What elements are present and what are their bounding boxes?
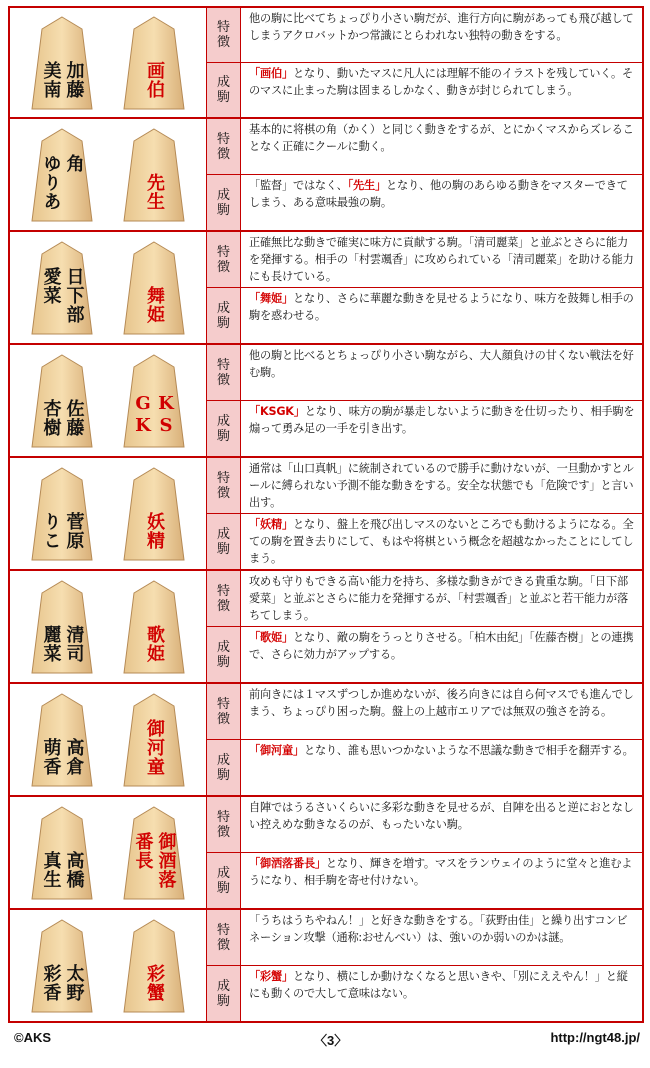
piece-images xyxy=(10,684,207,795)
promoted-piece xyxy=(122,466,186,562)
piece-text: 角 xyxy=(63,153,85,173)
piece-text: 彩蟹 xyxy=(144,963,165,1002)
promotion-name: 「画伯」 xyxy=(249,67,293,80)
promoted-piece xyxy=(122,579,186,675)
member-piece xyxy=(30,15,94,111)
promotion-text xyxy=(241,175,642,230)
piece-entry xyxy=(8,345,644,458)
feature-label-text: 特徴 xyxy=(216,20,230,50)
feature-label-text: 特徴 xyxy=(216,922,230,953)
feature-label xyxy=(207,797,241,852)
promotion-name: 「舞姫」 xyxy=(249,292,293,305)
promotion-label xyxy=(207,175,241,230)
piece-images xyxy=(10,910,207,1021)
member-piece xyxy=(30,579,94,675)
piece-entry xyxy=(8,571,644,684)
feature-text: 「うちはうちやねん！」と好きな動きをする。「荻野由佳」と繰り出すコンビネーション攻撃（通称:おせんべい）は、強いのか弱いのかは謎。 xyxy=(249,914,628,944)
promotion-label-text: 成駒 xyxy=(216,865,230,896)
promotion-label xyxy=(207,627,241,682)
feature-label-text: 特徴 xyxy=(216,809,230,840)
promotion-label xyxy=(207,740,241,795)
promotion-desc: となり、動いたマスに凡人には理解不能のイラストを残していく。そのマスに止まった駒は固まるしかなく、動きが封じられてしまう。 xyxy=(249,67,634,97)
promotion-label-text: 成駒 xyxy=(216,75,230,105)
promotion-text xyxy=(241,514,642,569)
piece-text: 御酒落 xyxy=(155,831,177,889)
piece-entry xyxy=(8,6,644,119)
piece-text: 妖精 xyxy=(144,511,165,550)
feature-label xyxy=(207,345,241,400)
piece-table xyxy=(8,6,644,1023)
promotion-label xyxy=(207,853,241,908)
promoted-piece xyxy=(122,127,186,223)
feature-text: 基本的に将棋の角（かく）と同じく動きをするが、とにかくマスからズレることなく正確にクールに動く。 xyxy=(249,123,634,153)
piece-entry xyxy=(8,797,644,910)
piece-text: 佐藤 xyxy=(63,398,85,437)
promotion-name: 「彩蟹」 xyxy=(249,970,293,983)
promotion-label-text: 成駒 xyxy=(216,413,230,444)
piece-text: 画伯 xyxy=(144,60,165,99)
feature-text: 通常は「山口真帆」に統制されているので勝手に動けないが、一旦動かすとルールに縛られない予測不能な動きをする。安全な状態でも「危険です」と言い出す。 xyxy=(249,462,634,509)
promotion-name: 「先生」 xyxy=(347,179,387,192)
promoted-piece xyxy=(122,353,186,449)
feature-label-text: 特徴 xyxy=(216,583,230,614)
promotion-label-text: 成駒 xyxy=(216,978,230,1009)
piece-entry xyxy=(8,119,644,232)
promotion-text xyxy=(241,288,642,343)
promotion-text xyxy=(241,853,642,908)
promotion-row xyxy=(207,62,642,117)
piece-entry xyxy=(8,232,644,345)
piece-text: 麗菜 xyxy=(40,624,62,663)
feature-text: 攻めも守りもできる高い能力を持ち、多様な動きができる貴重な駒。「日下部愛菜」と並ぶとさらに能力を発揮するが、「村雲颯香」と並ぶと若干能力が落ちてしまう。 xyxy=(249,575,628,622)
piece-text: 杏樹 xyxy=(40,398,62,437)
feature-text: 自陣ではうるさいくらいに多彩な動きを見せるが、自陣を出ると逆におとなしい控えめな動きなるのが、もったいない駒。 xyxy=(249,801,634,831)
feature-label-text: 特徴 xyxy=(216,244,230,275)
promotion-row xyxy=(207,965,642,1021)
piece-text: 菅原 xyxy=(63,511,85,550)
promotion-label xyxy=(207,288,241,343)
promotion-label xyxy=(207,514,241,569)
piece-text: 清司 xyxy=(63,624,85,663)
piece-images xyxy=(10,571,207,682)
feature-row xyxy=(207,571,642,626)
promoted-piece xyxy=(122,240,186,336)
promotion-desc: となり、横にしか動けなくなると思いきや、「別にええやん！」と縦にも動くので大して意味はない。 xyxy=(249,970,628,1000)
promotion-name: 「御河童」 xyxy=(249,744,304,757)
promotion-row xyxy=(207,739,642,795)
promotion-row xyxy=(207,287,642,343)
feature-row xyxy=(207,797,642,852)
piece-text: 高橋 xyxy=(63,850,85,889)
feature-label-text: 特徴 xyxy=(216,696,230,727)
feature-label xyxy=(207,232,241,287)
feature-label xyxy=(207,8,241,62)
promotion-row xyxy=(207,513,642,569)
promotion-desc: となり、味方の駒が暴走しないように動きを仕切ったり、相手駒を煽って勇み足の一手を引き出す。 xyxy=(249,405,635,435)
feature-row xyxy=(207,8,642,62)
member-piece xyxy=(30,805,94,901)
feature-row xyxy=(207,345,642,400)
piece-images xyxy=(10,8,207,117)
feature-label xyxy=(207,119,241,174)
promotion-name: 「妖精」 xyxy=(249,518,293,531)
piece-text: 加藤 xyxy=(63,60,85,99)
member-piece xyxy=(30,127,94,223)
piece-images xyxy=(10,797,207,908)
feature-row xyxy=(207,232,642,287)
promotion-label xyxy=(207,63,241,117)
piece-text: 太野 xyxy=(63,963,85,1002)
piece-images xyxy=(10,232,207,343)
feature-label-text: 特徴 xyxy=(216,131,230,162)
piece-text: ゆりあ xyxy=(40,153,62,211)
piece-entry xyxy=(8,910,644,1023)
promotion-text xyxy=(241,627,642,682)
promotion-name: 「KSGK」 xyxy=(249,405,305,418)
piece-images xyxy=(10,119,207,230)
piece-entry xyxy=(8,684,644,797)
promoted-piece xyxy=(122,918,186,1014)
promotion-text xyxy=(241,401,642,456)
feature-text: 正確無比な動きで確実に味方に貢献する駒。「清司麗菜」と並ぶとさらに能力を発揮する。相手の「村雲颯香」に攻められている「清司麗菜」を助ける能力にも長けている。 xyxy=(249,236,634,283)
feature-text: 他の駒に比べてちょっぴり小さい駒だが、進行方向に駒があっても飛び越してしまうアクロバットかつ常識にとらわれない独特の動きをする。 xyxy=(249,12,634,42)
piece-text: 彩香 xyxy=(40,963,62,1002)
feature-row xyxy=(207,910,642,965)
promotion-desc: となり、敵の駒をうっとりさせる。「柏木由紀」「佐藤杏樹」との連携で、さらに効力がアップする。 xyxy=(249,631,634,661)
member-piece xyxy=(30,918,94,1014)
piece-text: 愛菜 xyxy=(40,266,62,305)
footer xyxy=(14,1030,640,1052)
promotion-row xyxy=(207,852,642,908)
promotion-row xyxy=(207,626,642,682)
piece-entry xyxy=(8,458,644,571)
promotion-name: 「歌姫」 xyxy=(249,631,293,644)
promotion-desc: となり、他の駒のあらゆる動きをマスターできてしまう、ある意味最強の駒。 xyxy=(249,179,628,209)
feature-label-text: 特徴 xyxy=(216,470,230,501)
member-piece xyxy=(30,353,94,449)
promotion-text xyxy=(241,740,642,795)
piece-text: 真生 xyxy=(40,850,62,889)
promotion-label-text: 成駒 xyxy=(216,526,230,557)
promotion-name: 「御洒落番長」 xyxy=(249,857,326,870)
feature-row xyxy=(207,458,642,513)
piece-text: 番長 xyxy=(132,831,154,870)
promotion-row xyxy=(207,400,642,456)
feature-row xyxy=(207,684,642,739)
copyright: ©AKS xyxy=(14,1030,52,1045)
promoted-piece xyxy=(122,805,186,901)
promotion-desc: となり、さらに華麗な動きを見せるようになり、味方を鼓舞し相手の駒を惑わせる。 xyxy=(249,292,634,322)
promotion-label-text: 成駒 xyxy=(216,300,230,331)
promotion-prefix: 「監督」ではなく、 xyxy=(249,179,348,192)
feature-label xyxy=(207,910,241,965)
feature-label xyxy=(207,684,241,739)
feature-text: 他の駒と比べるとちょっぴり小さい駒ながら、大人顔負けの甘くない戦法を好む駒。 xyxy=(249,349,634,379)
promotion-text xyxy=(241,63,642,117)
piece-text: 萌香 xyxy=(40,737,62,776)
piece-text: 高倉 xyxy=(63,737,85,776)
promoted-piece xyxy=(122,692,186,788)
piece-text: 日下部 xyxy=(63,266,85,324)
promotion-row xyxy=(207,174,642,230)
promotion-text xyxy=(241,966,642,1021)
piece-text: KS xyxy=(155,392,177,437)
promotion-label-text: 成駒 xyxy=(216,639,230,670)
feature-text: 前向きには１マスずつしか進めないが、後ろ向きには自ら何マスでも進んでしまう、ちょっぴり困った駒。盤上の上越市エリアでは無双の強さを誇る。 xyxy=(249,688,634,718)
promotion-desc: となり、輝きを増す。マスをランウェイのように堂々と進むようになり、相手駒を寄せ付けない。 xyxy=(249,857,633,887)
promotion-label xyxy=(207,401,241,456)
feature-label-text: 特徴 xyxy=(216,357,230,388)
feature-label xyxy=(207,571,241,626)
promotion-label-text: 成駒 xyxy=(216,187,230,218)
piece-text: 美南 xyxy=(40,60,62,99)
piece-text: 御河童 xyxy=(144,718,165,776)
piece-text: 舞姫 xyxy=(144,285,165,324)
member-piece xyxy=(30,692,94,788)
promotion-label xyxy=(207,966,241,1021)
promoted-piece xyxy=(122,15,186,111)
page-number: 〈3〉 xyxy=(314,1033,348,1048)
piece-text: GK xyxy=(132,392,154,437)
piece-images xyxy=(10,458,207,569)
feature-label xyxy=(207,458,241,513)
piece-text: 歌姫 xyxy=(144,624,165,663)
promotion-label-text: 成駒 xyxy=(216,752,230,783)
member-piece xyxy=(30,240,94,336)
piece-text: 先生 xyxy=(144,172,165,211)
member-piece xyxy=(30,466,94,562)
promotion-desc: となり、誰も思いつかないような不思議な動きで相手を翻弄する。 xyxy=(303,744,634,757)
piece-text: りこ xyxy=(40,511,62,550)
promotion-desc: となり、盤上を飛び出しマスのないところでも動けるようになる。全ての駒を置き去りにして、もはや将棋という概念を超越なかったことにしてしまう。 xyxy=(249,518,634,565)
piece-images xyxy=(10,345,207,456)
feature-row xyxy=(207,119,642,174)
site-url[interactable]: http://ngt48.jp/ xyxy=(550,1030,640,1045)
